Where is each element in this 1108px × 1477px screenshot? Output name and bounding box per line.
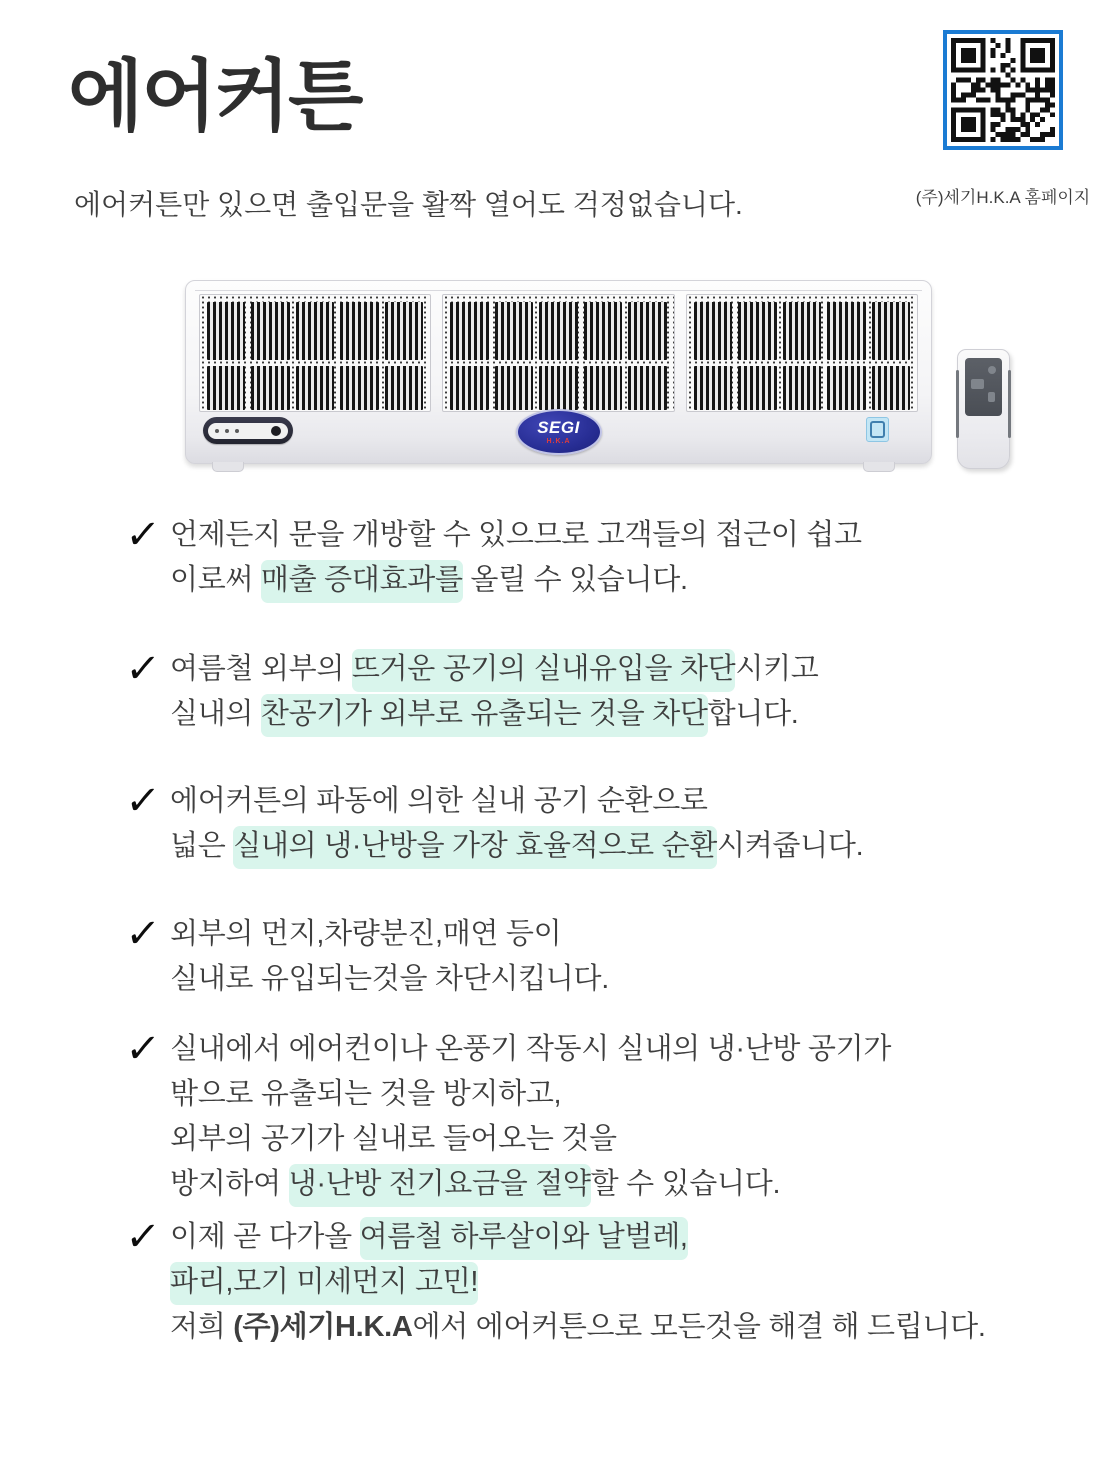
check-icon: ✓: [123, 647, 162, 691]
grille-slats: [539, 366, 577, 410]
grille-slats: [207, 366, 245, 410]
control-dot: [235, 429, 239, 433]
remote-button: [971, 379, 984, 389]
check-icon: ✓: [123, 1027, 162, 1071]
grille-slats: [738, 302, 776, 360]
control-knob: [271, 426, 281, 436]
page-subtitle: 에어커튼만 있으면 출입문을 활짝 열어도 걱정없습니다.: [74, 189, 743, 220]
grille-slats: [385, 366, 423, 410]
check-item-text: 실내에서 에어컨이나 온풍기 작동시 실내의 냉·난방 공기가 밖으로 유출되는 것을 방지하고, 외부의 공기가 실내로 들어오는 것을 방지하여 냉·난방 전기요금을 절약할 수 있습니다.: [170, 1027, 891, 1207]
check-item: [123, 779, 1101, 869]
grille-slats: [539, 302, 577, 360]
grille-slats: [738, 366, 776, 410]
air-curtain-foot: [212, 462, 244, 472]
control-panel-buttons: [208, 423, 288, 439]
grille-slats: [450, 366, 488, 410]
check-item-text: 여름철 외부의 뜨거운 공기의 실내유입을 차단시키고 실내의 찬공기가 외부로 유출되는 것을 차단합니다.: [170, 647, 819, 737]
grille-slats: [251, 302, 289, 360]
grille-slats: [694, 366, 732, 410]
check-item-text: 언제든지 문을 개방할 수 있으므로 고객들의 접근이 쉽고 이로써 매출 증대효과를 올릴 수 있습니다.: [170, 513, 862, 603]
check-item: [123, 647, 1101, 737]
check-item: [123, 513, 1101, 603]
check-icon: ✓: [123, 912, 162, 956]
grille-slats: [827, 366, 865, 410]
qr-code-image: [951, 38, 1055, 142]
grille-slats: [296, 366, 334, 410]
check-item: [123, 1027, 1101, 1207]
check-item-text: 에어커튼의 파동에 의한 실내 공기 순환으로 넓은 실내의 냉·난방을 가장 효율적으로 순환시켜줍니다.: [170, 779, 863, 869]
control-dot: [225, 429, 229, 433]
control-panel: [203, 417, 293, 444]
grille-slats: [340, 302, 378, 360]
grille-slats: [385, 302, 423, 360]
grille-slats: [584, 366, 622, 410]
grille-slats: [628, 366, 666, 410]
qr-caption: (주)세기H.K.A 홈페이지: [915, 188, 1091, 207]
grille-slats: [872, 366, 910, 410]
remote-button: [988, 366, 996, 374]
check-icon: ✓: [123, 513, 162, 557]
grille-slats: [450, 302, 488, 360]
check-icon: ✓: [123, 779, 162, 823]
grille-slats: [296, 302, 334, 360]
air-curtain-foot: [863, 462, 895, 472]
check-item: [123, 1215, 1101, 1350]
remote-edge: [1008, 370, 1011, 438]
qr-code-frame: [943, 30, 1063, 150]
grille-slats: [207, 302, 245, 360]
grille-slats: [495, 366, 533, 410]
grille-slats: [783, 366, 821, 410]
grille-slats: [340, 366, 378, 410]
grille-section: [199, 294, 431, 412]
page-title: 에어커튼: [68, 52, 362, 140]
control-dot: [215, 429, 219, 433]
grille-slats: [495, 302, 533, 360]
air-curtain-image: [185, 280, 932, 464]
segi-logo-text: SEGI: [537, 418, 580, 437]
grille-slats: [827, 302, 865, 360]
checklist: [123, 506, 1101, 1350]
remote-edge: [956, 370, 959, 438]
energy-sticker-glyph: [870, 421, 885, 438]
grille-slats: [783, 302, 821, 360]
air-curtain-grilles: [199, 294, 918, 412]
remote-button-panel: [965, 358, 1002, 416]
segi-logo-subtext: H.K.A: [546, 438, 571, 445]
check-item: [123, 912, 1101, 1002]
grille-slats: [584, 302, 622, 360]
grille-slats: [694, 302, 732, 360]
check-item-text: 이제 곧 다가올 여름철 하루살이와 날벌레, 파리,모기 미세먼지 고민! 저희 (주)세기H.K.A에서 에어커튼으로 모든것을 해결 해 드립니다.: [170, 1215, 986, 1350]
segi-logo: [516, 409, 602, 455]
grille-slats: [628, 302, 666, 360]
remote-control-image: [957, 349, 1010, 469]
remote-button: [988, 392, 995, 402]
check-item-text: 외부의 먼지,차량분진,매연 등이 실내로 유입되는것을 차단시킵니다.: [170, 918, 609, 995]
check-icon: ✓: [123, 1215, 162, 1259]
energy-sticker: [866, 417, 889, 442]
qr-block: [903, 30, 1103, 208]
grille-section: [686, 294, 918, 412]
grille-section: [442, 294, 674, 412]
grille-slats: [251, 366, 289, 410]
grille-slats: [872, 302, 910, 360]
